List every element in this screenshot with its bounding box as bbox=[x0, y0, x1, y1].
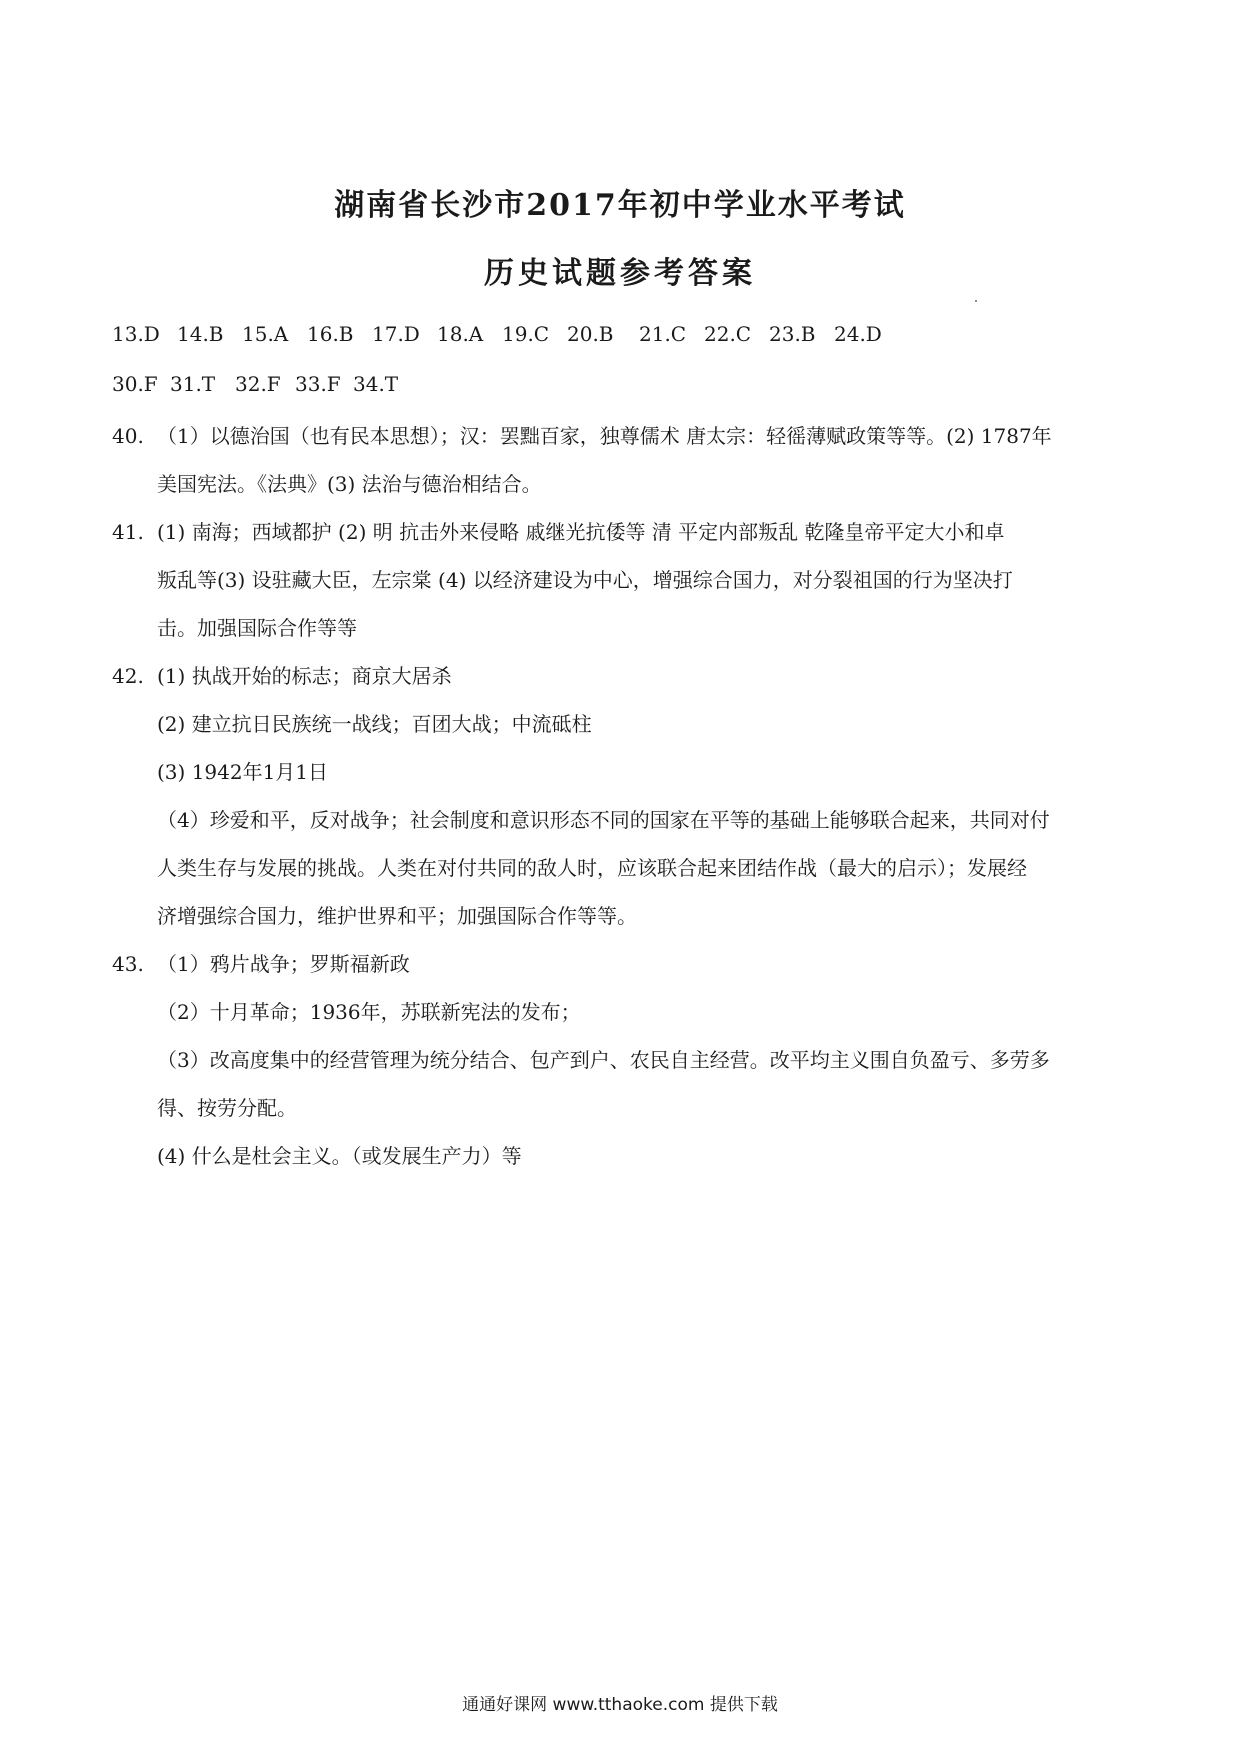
answer-item: 13.D bbox=[112, 322, 160, 346]
answer-item: 31.T bbox=[170, 372, 216, 396]
question-number: 43. bbox=[112, 952, 144, 976]
answer-line: 人类生存与发展的挑战。人类在对付共同的敌人时，应该联合起来团结作战（最大的启示）；发展经 bbox=[157, 856, 1027, 880]
answer-line: （4）珍爱和平，反对战争；社会制度和意识形态不同的国家在平等的基础上能够联合起来，共同对付 bbox=[157, 808, 1050, 832]
answer-part: （2）十月革命；1936年，苏联新宪法的发布； bbox=[157, 1000, 581, 1024]
answer-item: 15.A bbox=[242, 322, 289, 346]
page-footer: 通通好课网 www.tthaoke.com 提供下载 bbox=[462, 1695, 778, 1715]
answer-item: 14.B bbox=[177, 322, 224, 346]
page-title: 湖南省长沙市2017年初中学业水平考试 bbox=[334, 188, 906, 223]
answer-item: 24.D bbox=[834, 322, 882, 346]
answer-part: （1）鸦片战争；罗斯福新政 bbox=[157, 952, 410, 976]
answer-line: 济增强综合国力，维护世界和平；加强国际合作等等。 bbox=[157, 904, 637, 928]
question-number: 40. bbox=[112, 424, 144, 448]
answer-row-mcq bbox=[112, 322, 899, 346]
answer-block-q41 bbox=[112, 508, 1142, 652]
answer-item: 23.B bbox=[769, 322, 816, 346]
answer-item: 34.T bbox=[353, 372, 399, 396]
answer-item: 33.F bbox=[295, 372, 341, 396]
answer-line: (1) 南海；西域都护 (2) 明 抗击外来侵略 戚继光抗倭等 清 平定内部叛乱 乾隆皇帝平定大小和卓 bbox=[157, 520, 1005, 544]
answer-line: （3）改高度集中的经营管理为统分结合、包产到户、农民自主经营。改平均主义围自负盈亏、多劳多 bbox=[157, 1048, 1050, 1072]
answer-line: 击。加强国际合作等等 bbox=[157, 616, 357, 640]
question-number: 42. bbox=[112, 664, 144, 688]
answer-part: (2) 建立抗日民族统一战线；百团大战；中流砥柱 bbox=[157, 712, 592, 736]
answer-item: 30.F bbox=[112, 372, 158, 396]
answer-block-q42 bbox=[112, 652, 1142, 940]
question-number: 41. bbox=[112, 520, 144, 544]
answer-item: 19.C bbox=[502, 322, 550, 346]
answer-item: 20.B bbox=[567, 322, 614, 346]
page-subtitle: 历史试题参考答案 bbox=[484, 256, 756, 291]
answer-line: 得、按劳分配。 bbox=[157, 1096, 297, 1120]
answer-item: 18.A bbox=[437, 322, 484, 346]
answer-block-q40 bbox=[112, 412, 1142, 508]
answer-part: (4) 什么是杜会主义。（或发展生产力）等 bbox=[157, 1144, 522, 1168]
answer-item: 16.B bbox=[307, 322, 354, 346]
answer-item: 17.D bbox=[372, 322, 420, 346]
answer-part: (3) 1942年1月1日 bbox=[157, 760, 329, 784]
answer-line: 美国宪法。《法典》(3) 法治与德治相结合。 bbox=[157, 472, 542, 496]
answer-line: 叛乱等(3) 设驻藏大臣，左宗棠 (4) 以经济建设为中心，增强综合国力，对分裂祖国的行为坚决打 bbox=[157, 568, 1013, 592]
answer-item: 32.F bbox=[235, 372, 281, 396]
answer-part: (1) 执战开始的标志；商京大居杀 bbox=[157, 664, 452, 688]
answer-block-q43 bbox=[112, 940, 1142, 1180]
answer-line: （1）以德治国（也有民本思想）；汉：罢黜百家，独尊儒术 唐太宗：轻徭薄赋政策等等。(2) 1787年 bbox=[157, 424, 1052, 448]
answer-item: 22.C bbox=[704, 322, 752, 346]
answer-item: 21.C bbox=[639, 322, 687, 346]
answer-row-truefalse bbox=[112, 372, 418, 396]
scan-speck bbox=[975, 300, 977, 302]
